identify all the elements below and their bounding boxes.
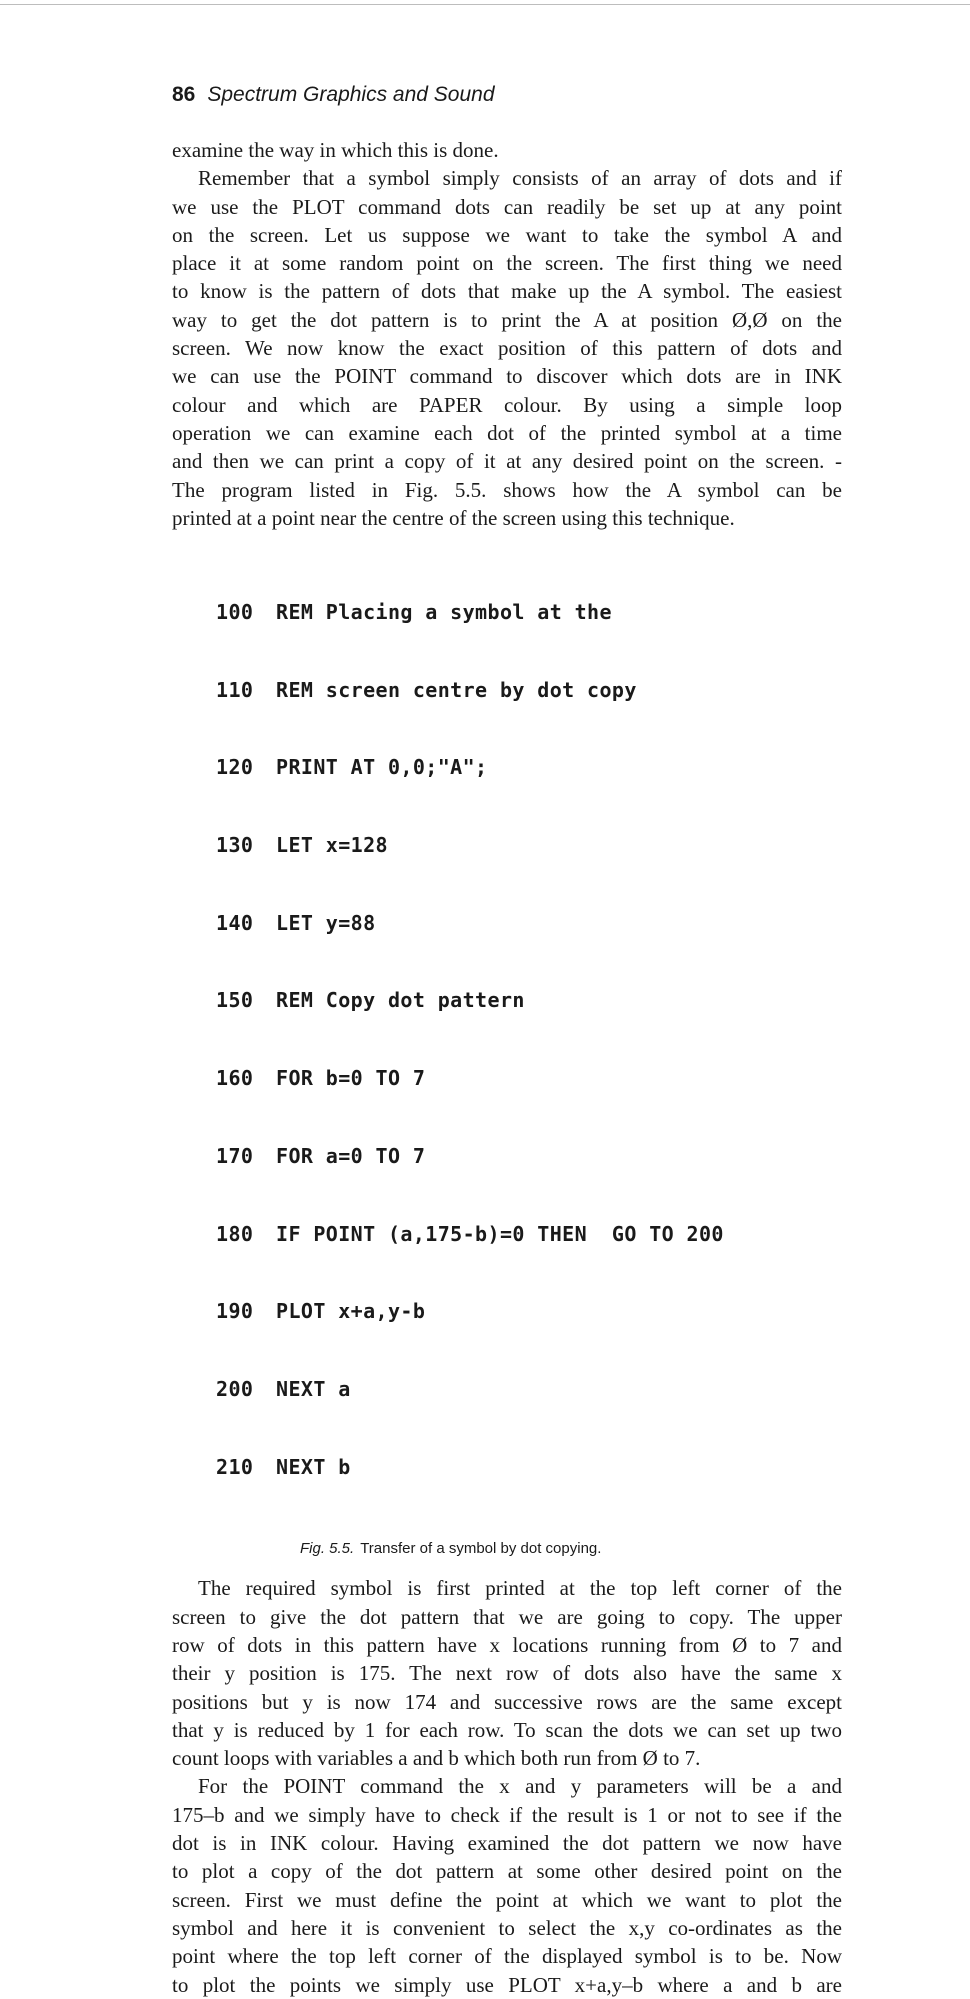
code-statement: LET y=88 <box>276 910 376 935</box>
line-number: 160 <box>216 1066 254 1091</box>
figure-label: Fig. 5.5. <box>300 1540 355 1558</box>
line-number: 210 <box>216 1454 254 1479</box>
text-line: printed at a point near the centre of the screen using this technique. <box>172 505 735 530</box>
text-line: count loops with variables a and b which both run from Ø to 7. <box>172 1746 701 1771</box>
text-line: point where the top left corner of the displayed symbol is to be. Now <box>172 1944 842 1969</box>
text-line: we can use the POINT command to discover which dots are in INK <box>172 364 842 389</box>
text-line: positions but y is now 174 and successive rows are the same except <box>172 1689 842 1714</box>
text-line: screen. We now know the exact position of this pattern of dots and <box>172 336 842 361</box>
code-line <box>216 1377 842 1403</box>
line-number: 100 <box>216 599 254 624</box>
program-listing <box>216 548 842 1532</box>
code-line <box>216 1066 842 1092</box>
code-line <box>216 833 842 859</box>
figure-caption <box>300 1538 842 1560</box>
text-line: and then we can print a copy of it at any desired point on the screen. - <box>172 449 842 474</box>
line-number: 180 <box>216 1221 254 1246</box>
paragraph-required-symbol <box>172 1574 842 1772</box>
text-line: screen. First we must define the point at which we want to plot the <box>172 1887 842 1912</box>
code-statement: PLOT x+a,y-b <box>276 1299 426 1324</box>
code-line <box>216 600 842 626</box>
line-number: 110 <box>216 677 254 702</box>
text-line: For the POINT command the x and y parameters will be a and <box>198 1774 842 1799</box>
text-line: Remember that a symbol simply consists of an array of dots and if <box>198 166 842 191</box>
code-statement: REM Copy dot pattern <box>276 988 525 1013</box>
paragraph-remember <box>172 164 842 532</box>
line-number: 170 <box>216 1143 254 1168</box>
code-statement: IF POINT (a,175-b)=0 THEN GO TO 200 <box>276 1221 724 1246</box>
text-line: on the screen. Let us suppose we want to take the symbol A and <box>172 222 842 247</box>
text-line: examine the way in which this is done. <box>172 138 499 162</box>
line-number: 200 <box>216 1377 254 1401</box>
top-edge-rule <box>0 4 970 5</box>
code-line <box>216 911 842 937</box>
line-number: 120 <box>216 755 254 780</box>
text-line: screen to give the dot pattern that we are going to copy. The upper <box>172 1604 842 1629</box>
code-line <box>216 1144 842 1170</box>
code-statement: REM Placing a symbol at the <box>276 599 612 624</box>
text-line: place it at some random point on the screen. The first thing we need <box>172 251 842 276</box>
page-number: 86 <box>172 83 196 106</box>
text-line: that y is reduced by 1 for each row. To scan the dots we can set up two <box>172 1717 842 1742</box>
code-line <box>216 1455 842 1481</box>
code-statement: PRINT AT 0,0;"A"; <box>276 755 488 780</box>
code-statement: FOR a=0 TO 7 <box>276 1143 426 1168</box>
line-number: 140 <box>216 910 254 935</box>
code-statement: NEXT a <box>276 1377 351 1401</box>
text-line: to plot the points we simply use PLOT x+a,y–b where a and b are <box>172 1972 842 1997</box>
code-line <box>216 678 842 704</box>
line-number: 130 <box>216 833 254 858</box>
figure-caption-text: Transfer of a symbol by dot copying. <box>360 1540 602 1558</box>
text-line: way to get the dot pattern is to print the A at position Ø,Ø on the <box>172 307 842 332</box>
line-number: 190 <box>216 1299 254 1324</box>
text-line: The required symbol is first printed at the top left corner of the <box>198 1576 842 1601</box>
book-page <box>172 78 842 1999</box>
text-line: colour and which are PAPER colour. By using a simple loop <box>172 392 842 417</box>
code-statement: REM screen centre by dot copy <box>276 677 637 702</box>
text-line: row of dots in this pattern have x locations running from Ø to 7 and <box>172 1633 842 1657</box>
text-line: operation we can examine each dot of the printed symbol at a time <box>172 420 842 445</box>
code-line <box>216 1299 842 1325</box>
code-statement: NEXT b <box>276 1454 351 1479</box>
text-line: we use the PLOT command dots can readily be set up at any point <box>172 194 842 219</box>
code-statement: FOR b=0 TO 7 <box>276 1066 426 1091</box>
text-line: to know is the pattern of dots that make up the A symbol. The easiest <box>172 279 842 304</box>
code-statement: LET x=128 <box>276 833 388 858</box>
book-title: Spectrum Graphics and Sound <box>207 83 495 106</box>
paragraph-continuation <box>172 136 842 164</box>
text-line: their y position is 175. The next row of dots also have the same x <box>172 1661 842 1686</box>
text-line: symbol and here it is convenient to select the x,y co-ordinates as the <box>172 1915 842 1940</box>
paragraph-point-command <box>172 1772 842 1998</box>
text-line: dot is in INK colour. Having examined the dot pattern we now have <box>172 1831 842 1856</box>
code-line <box>216 1222 842 1248</box>
running-head <box>172 78 842 112</box>
text-line: 175–b and we simply have to check if the result is 1 or not to see if the <box>172 1802 842 1827</box>
text-line: The program listed in Fig. 5.5. shows how the A symbol can be <box>172 477 842 502</box>
line-number: 150 <box>216 988 254 1013</box>
code-line <box>216 755 842 781</box>
code-line <box>216 988 842 1014</box>
text-line: to plot a copy of the dot pattern at some other desired point on the <box>172 1859 842 1884</box>
